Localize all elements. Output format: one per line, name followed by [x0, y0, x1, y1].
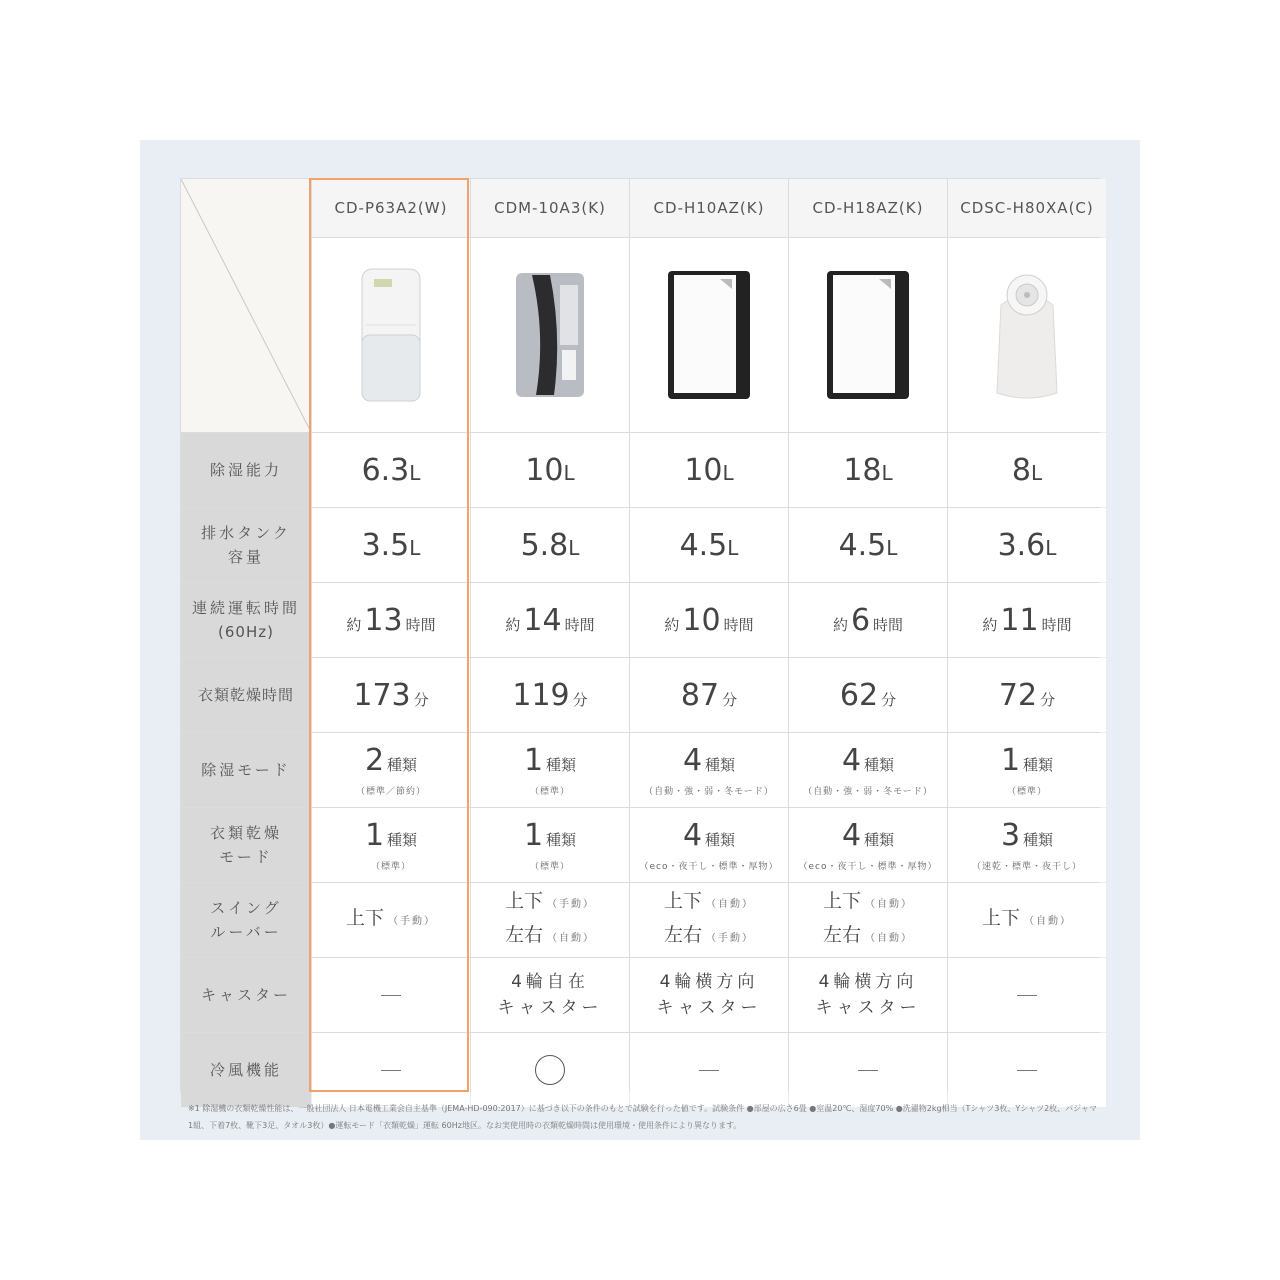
row-label-capacity: 除湿能力 — [181, 433, 311, 507]
product-image-1 — [312, 238, 470, 432]
diagonal-line — [181, 179, 311, 432]
cool-cell — [630, 1033, 788, 1107]
caster-cell: 4輪自在 キャスター — [471, 958, 629, 1032]
row-label-swing: スイング ルーバー — [181, 883, 311, 957]
swing-cell: 上下 （手動） 左右 （自動） — [471, 883, 629, 957]
yes-circle-icon — [535, 1055, 565, 1085]
none-dash — [381, 1070, 401, 1071]
swing-cell: 上下 （自動） 左右 （自動） — [789, 883, 947, 957]
runtime-cell: 約 6 時間 — [789, 583, 947, 657]
dry-mode-cell: 1 種類 （標準） — [312, 808, 470, 882]
swing-cell: 上下 （自動） — [948, 883, 1106, 957]
model-name-5: CDSC-H80XA(C) — [948, 179, 1106, 237]
white-black-box-dehumidifier-icon — [823, 265, 913, 405]
product-image-3 — [630, 238, 788, 432]
caster-cell: 4輪横方向 キャスター — [630, 958, 788, 1032]
row-label-cool: 冷風機能 — [181, 1033, 311, 1107]
none-dash — [381, 995, 401, 996]
runtime-cell: 約 14 時間 — [471, 583, 629, 657]
round-fan-dehumidifier-icon — [987, 265, 1067, 405]
cool-cell — [948, 1033, 1106, 1107]
product-image-2 — [471, 238, 629, 432]
swing-cell: 上下 （手動） — [312, 883, 470, 957]
capacity-cell: 10 L — [630, 433, 788, 507]
runtime-cell: 約 11 時間 — [948, 583, 1106, 657]
cool-cell — [789, 1033, 947, 1107]
dehum-mode-cell: 4 種類 （自動・強・弱・冬モード） — [789, 733, 947, 807]
drytime-cell: 72 分 — [948, 658, 1106, 732]
capacity-cell: 6.3 L — [312, 433, 470, 507]
dry-mode-cell: 4 種類 （eco・夜干し・標準・厚物） — [789, 808, 947, 882]
tank-cell: 3.5 L — [312, 508, 470, 582]
caster-cell — [948, 958, 1106, 1032]
none-dash — [699, 1070, 719, 1071]
caster-cell — [312, 958, 470, 1032]
row-label-caster: キャスター — [181, 958, 311, 1032]
drytime-cell: 173 分 — [312, 658, 470, 732]
row-label-dehum-mode: 除湿モード — [181, 733, 311, 807]
silver-black-dehumidifier-icon — [510, 265, 590, 405]
tank-cell: 4.5 L — [630, 508, 788, 582]
white-black-box-dehumidifier-icon — [664, 265, 754, 405]
none-dash — [858, 1070, 878, 1071]
dehum-mode-cell: 2 種類 （標準／節約） — [312, 733, 470, 807]
dry-mode-cell: 3 種類 （速乾・標準・夜干し） — [948, 808, 1106, 882]
capacity-cell: 10 L — [471, 433, 629, 507]
product-image-4 — [789, 238, 947, 432]
none-dash — [1017, 1070, 1037, 1071]
dry-mode-cell: 1 種類 （標準） — [471, 808, 629, 882]
footnote: ※1 除湿機の衣類乾燥性能は、一般社団法人 日本電機工業会自主基準（JEMA-HD-090:2017）に基づき以下の条件のもとで試験を行った値です。試験条件 ●部屋の広さ6畳 ●室温20℃、湿度70% ●洗濯物2kg相当（Tシャツ3枚、Yシャツ2枚、パジャマ1組、下着7枚、靴下3足、タオル3枚）●運転モード「衣類乾燥」運転 60Hz地区。なお実使用時の衣類乾燥時間は使用環境・使用条件により異なります。 — [188, 1104, 1097, 1130]
corner-cell — [181, 179, 311, 432]
runtime-cell: 約 10 時間 — [630, 583, 788, 657]
dehum-mode-cell: 4 種類 （自動・強・弱・冬モード） — [630, 733, 788, 807]
model-name-3: CD-H10AZ(K) — [630, 179, 788, 237]
capacity-cell: 18 L — [789, 433, 947, 507]
tank-cell: 3.6 L — [948, 508, 1106, 582]
cool-cell — [312, 1033, 470, 1107]
row-label-dry-mode: 衣類乾燥 モード — [181, 808, 311, 882]
model-name-2: CDM-10A3(K) — [471, 179, 629, 237]
dehum-mode-cell: 1 種類 （標準） — [471, 733, 629, 807]
row-label-tank: 排水タンク 容量 — [181, 508, 311, 582]
product-image-5 — [948, 238, 1106, 432]
drytime-cell: 87 分 — [630, 658, 788, 732]
swing-cell: 上下 （自動） 左右 （手動） — [630, 883, 788, 957]
row-label-runtime: 連続運転時間 (60Hz) — [181, 583, 311, 657]
dry-mode-cell: 4 種類 （eco・夜干し・標準・厚物） — [630, 808, 788, 882]
none-dash — [1017, 995, 1037, 996]
white-compact-dehumidifier-icon — [356, 265, 426, 405]
drytime-cell: 119 分 — [471, 658, 629, 732]
comparison-table — [180, 178, 1100, 1092]
tank-cell: 4.5 L — [789, 508, 947, 582]
runtime-cell: 約 13 時間 — [312, 583, 470, 657]
model-name-1: CD-P63A2(W) — [312, 179, 470, 237]
capacity-cell: 8 L — [948, 433, 1106, 507]
dehum-mode-cell: 1 種類 （標準） — [948, 733, 1106, 807]
caster-cell: 4輪横方向 キャスター — [789, 958, 947, 1032]
tank-cell: 5.8 L — [471, 508, 629, 582]
drytime-cell: 62 分 — [789, 658, 947, 732]
cool-cell — [471, 1033, 629, 1107]
row-label-drytime: 衣類乾燥時間 — [181, 658, 311, 732]
model-name-4: CD-H18AZ(K) — [789, 179, 947, 237]
